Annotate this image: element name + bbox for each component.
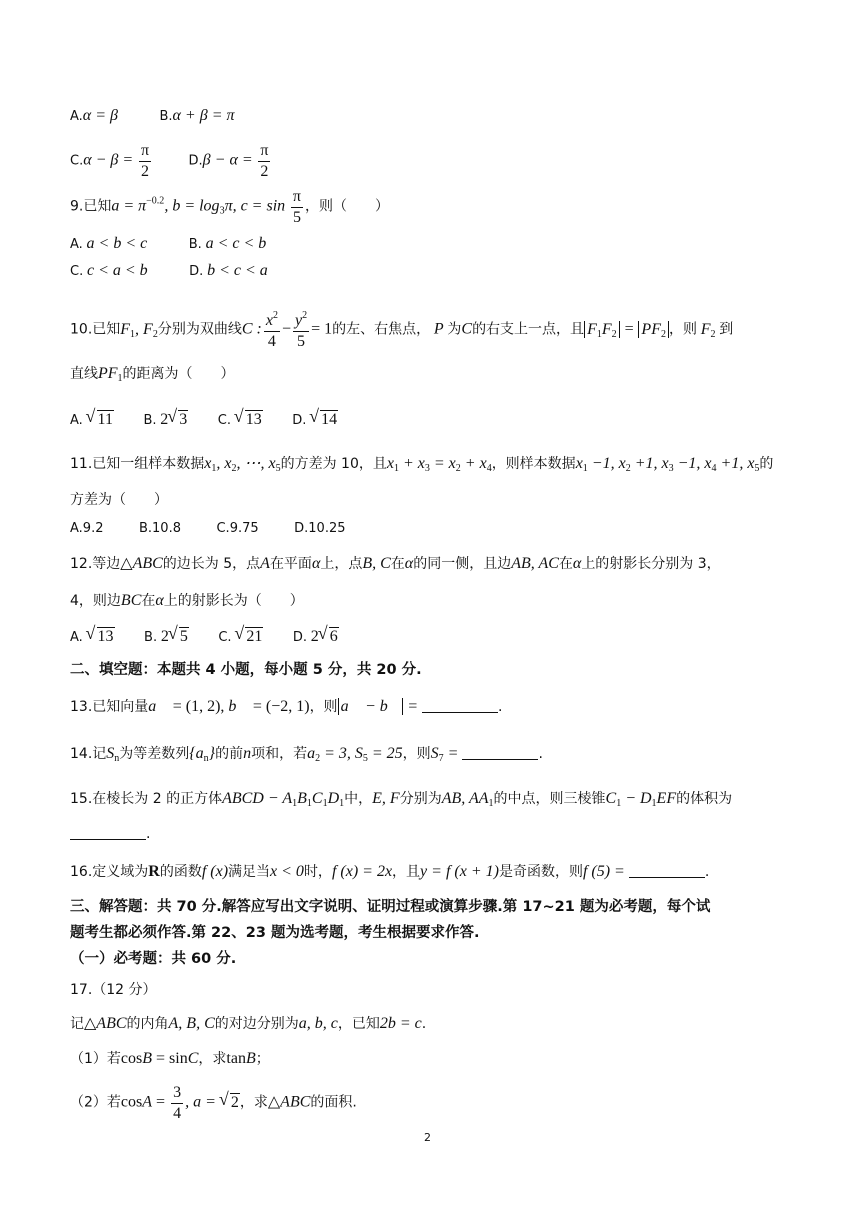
section-3-heading-line2: 题考生都必须作答.第 22、23 题为选考题，考生根据要求作答. [70, 925, 480, 941]
fraction: $\frac{3}{4}$ [173, 1084, 182, 1122]
question-12: 12.等边△ABC的边长为 5，点A在平面α上，点B, C在α的同一侧，且边AB, AC在α上的射影长分别为 3， [70, 555, 721, 572]
section-2-heading: 二、填空题：本题共 4 小题，每小题 5 分，共 20 分. [70, 662, 422, 678]
fraction: $\frac{\pi}{2}$ [140, 142, 150, 180]
q9-options-row1: A. a < b < c B. a < c < b [70, 235, 267, 252]
q12-line2: 4，则边BC在α上的射影长为（ ） [70, 592, 304, 609]
q17-stem: 记△ABC的内角A, B, C的对边分别为a, b, c，已知2b = c. [70, 1015, 427, 1032]
q11-options: A.9.2 B.10.8 C.9.75 D.10.25 [70, 521, 346, 536]
q15-line2: . [70, 827, 150, 842]
q8-options-row1: A.α = β B.α + β = π [70, 107, 235, 124]
question-9: 9.已知$a = \pi^{-0.2}$, $b = \log_3\pi$, c = sin $\frac{\pi}{5}$ ，则（ ） [70, 188, 389, 226]
section-3-subheading: （一）必考题：共 60 分. [70, 951, 237, 967]
q10-line2: 直线$PF_1$的距离为（ ） [70, 365, 235, 384]
q9-options-row2: C. c < a < b D. b < c < a [70, 262, 268, 279]
question-15: 15.在棱长为 2 的正方体ABCD − $A_1B_1C_1D_1$中，E, F分别为AB, $AA_1$的中点，则三棱锥$C_1 - D_1EF$的体积为 [70, 790, 733, 809]
q12-options: A. √ 13 B. 2√ 5 C. √ 21 D. 2√ 6 [70, 627, 339, 645]
question-11: 11.已知一组样本数据$x_1$, $x_2$, ⋯, $x_5$的方差为 10，且$x_1 + x_3 = x_2 + x_4$，则样本数据$x_1 -1$, $x_2 +1$, $x_3 -1$, $x_4 +1$, $x_5$的 [70, 455, 774, 474]
q8-options-row2: C.α − β = $\frac{\pi}{2}$ D.β − α = $\frac{\pi}{2}$ [70, 142, 269, 180]
question-16: 16.定义域为R的函数f (x)满足当x < 0时，f (x) = 2x，且y = f (x + 1)是奇函数，则f (5) = . [70, 863, 710, 880]
fraction: $\frac{\pi}{5}$ [292, 188, 301, 226]
q17-part1: （1）若cosB = sinC，求tanB； [70, 1050, 270, 1067]
question-14: 14.记$S_n$为等差数列$\{a_n\}$的前n项和，若$a_2 = 3$, $S_5 = 25$，则$S_7$ = . [70, 745, 543, 764]
q17-part2: （2）若cosA = $\frac{3}{4}$ , a = √ 2，求△ABC的面积. [70, 1084, 357, 1122]
answer-blank[interactable] [462, 747, 538, 760]
answer-blank[interactable] [70, 827, 146, 840]
answer-blank[interactable] [422, 700, 498, 713]
question-13: 13.已知向量a⃗ = (1, 2), b⃗ = (−2, 1)，则 a⃗ − b⃗ = . [70, 698, 503, 715]
answer-blank[interactable] [629, 865, 705, 878]
q10-options: A. √ 11 B. 2√ 3 C. √ 13 D. √ 14 [70, 410, 338, 428]
q17-number: 17.（12 分） [70, 982, 157, 998]
section-3-heading-line1: 三、解答题：共 70 分.解答应写出文字说明、证明过程或演算步骤.第 17~21 题为必考题，每个试 [70, 899, 711, 915]
q11-line2: 方差为（ ） [70, 492, 168, 508]
question-10: 10.已知$F_1$, $F_2$分别为双曲线C : $\frac{x^2}{4}$ − $\frac{y^2}{5}$ = 1的左、右焦点， P 为C的右支上一点，且 $F_1F_2 = PF_2$ ，则 $F_2$ 到 [70, 310, 734, 350]
page-number: 2 [424, 1131, 431, 1144]
fraction: $\frac{\pi}{2}$ [260, 142, 269, 180]
